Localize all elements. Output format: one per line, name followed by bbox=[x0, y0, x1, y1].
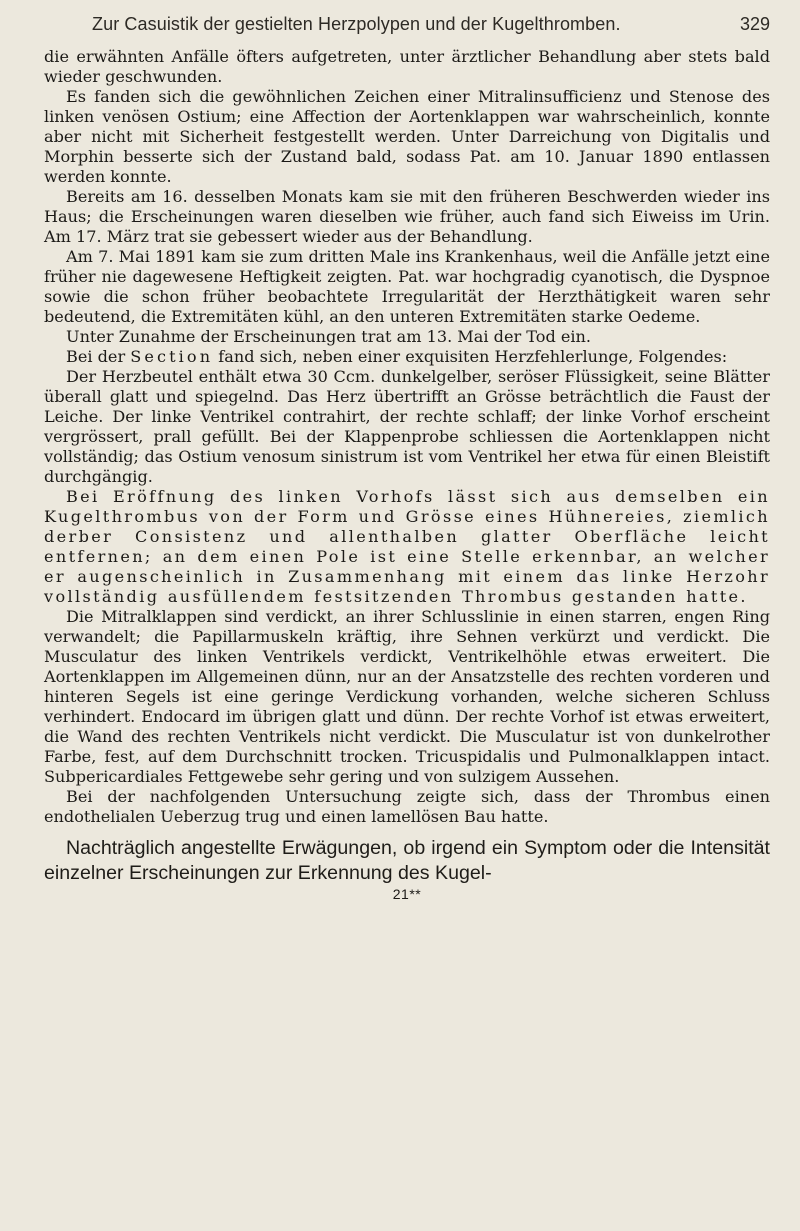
paragraph: Unter Zunahme der Erscheinungen trat am 13. Mai der Tod ein. bbox=[66, 327, 592, 346]
paragraph: Am 7. Mai 1891 kam sie zum dritten Male ins Krankenhaus, weil die Anfälle jetzt eine früher nie dagewesene Heftigkeit zeigten. Pat. war hochgradig cyanotisch, die Dyspnoe sowie die schon früher beobachtete Irregularität der Herzthätigkeit waren sehr bedeutend, die Extremitäten kühl, an den unteren Extremitäten starke Oedeme. bbox=[44, 247, 770, 326]
paragraph: Bereits am 16. desselben Monats kam sie mit den früheren Beschwerden wieder ins Haus; die Erscheinungen waren dieselben wie früher, auch fand sich Eiweiss im Urin. Am 17. März trat sie gebessert wieder aus der Behandlung. bbox=[44, 187, 770, 246]
paragraph: Die Mitralklappen sind verdickt, an ihrer Schlusslinie in einen starren, engen Ring verwandelt; die Papillarmuskeln kräftig, ihre Sehnen verkürzt und verdickt. Die Musculatur des linken Ventrikels verdickt, Ventrikelhöhle etwas erweitert. Die Aortenklappen im Allgemeinen dünn, nur an der Ansatzstelle des rechten vorderen und hinteren Segels ist eine geringe Verdickung vorhanden, welche sicheren Schluss verhindert. Endocard im übrigen glatt und dünn. Der rechte Vorhof ist etwas erweitert, die Wand des rechten Ventrikels nicht verdickt. Die Musculatur ist von dunkelrother Farbe, fest, auf dem Durchschnitt trocken. Tricuspidalis und Pulmonalklappen intact. Subpericardiales Fettgewebe sehr gering und von sulzigem Aussehen. bbox=[44, 607, 770, 786]
paragraph: Der Herzbeutel enthält etwa 30 Ccm. dunkelgelber, seröser Flüssigkeit, seine Blätter überall glatt und spiegelnd. Das Herz übertrifft an Grösse beträchtlich die Faust der Leiche. Der linke Ventrikel contrahirt, der rechte schlaff; der linke Vorhof erscheint vergrössert, prall gefüllt. Bei der Klappenprobe schliessen die Aortenklappen nicht vollständig; das Ostium venosum sinistrum ist vom Ventrikel her etwa für einen Bleistift durchgängig. bbox=[44, 367, 770, 486]
paragraph: die erwähnten Anfälle öfters aufgetreten, unter ärztlicher Behandlung aber stets bald wieder geschwunden. bbox=[44, 47, 770, 86]
document-page bbox=[44, 14, 770, 1214]
section-heading bbox=[44, 836, 770, 886]
paragraph: Es fanden sich die gewöhnlichen Zeichen einer Mitralinsufficienz und Stenose des linken venösen Ostium; eine Affection der Aortenklappen war wahrscheinlich, konnte aber nicht mit Sicherheit festgestellt werden. Unter Darreichung von Digitalis und Morphin besserte sich der Zustand bald, sodass Pat. am 10. Januar 1890 entlassen werden konnte. bbox=[44, 87, 770, 186]
page-number: 329 bbox=[739, 14, 770, 34]
running-title: Zur Casuistik der gestielten Herzpolypen und der Kugelthromben. bbox=[92, 14, 621, 34]
section-heading-text: Nachträglich angestellte Erwägungen, ob irgend ein Symptom oder die Intensität einzelner Erscheinungen zur Erkennung des Kugel- bbox=[44, 837, 770, 884]
paragraph-text: Bei der bbox=[66, 347, 131, 366]
running-header bbox=[44, 14, 770, 35]
paragraph bbox=[44, 347, 770, 367]
paragraph: Bei der nachfolgenden Untersuchung zeigte sich, dass der Thrombus einen endothelialen Ueberzug trug und einen lamellösen Bau hatte. bbox=[44, 787, 770, 826]
emphasized-paragraph: Bei Eröffnung des linken Vorhofs lässt sich aus demselben ein Kugelthrombus von der Form und Grösse eines Hühnereies, ziemlich derber Consistenz und allenthalben glatter Oberfläche leicht entfernen; an dem einen Pole ist eine Stelle erkennbar, an welcher er augenscheinlich in Zusammenhang mit einem das linke Herzohr vollständig ausfüllendem festsitzenden Thrombus gestanden hatte. bbox=[44, 487, 770, 606]
body-text bbox=[44, 47, 770, 827]
emphasized-term: Section bbox=[130, 347, 214, 366]
signature-mark: 21** bbox=[392, 886, 422, 902]
paragraph-text: fand sich, neben einer exquisiten Herzfehlerlunge, Folgendes: bbox=[213, 347, 728, 366]
